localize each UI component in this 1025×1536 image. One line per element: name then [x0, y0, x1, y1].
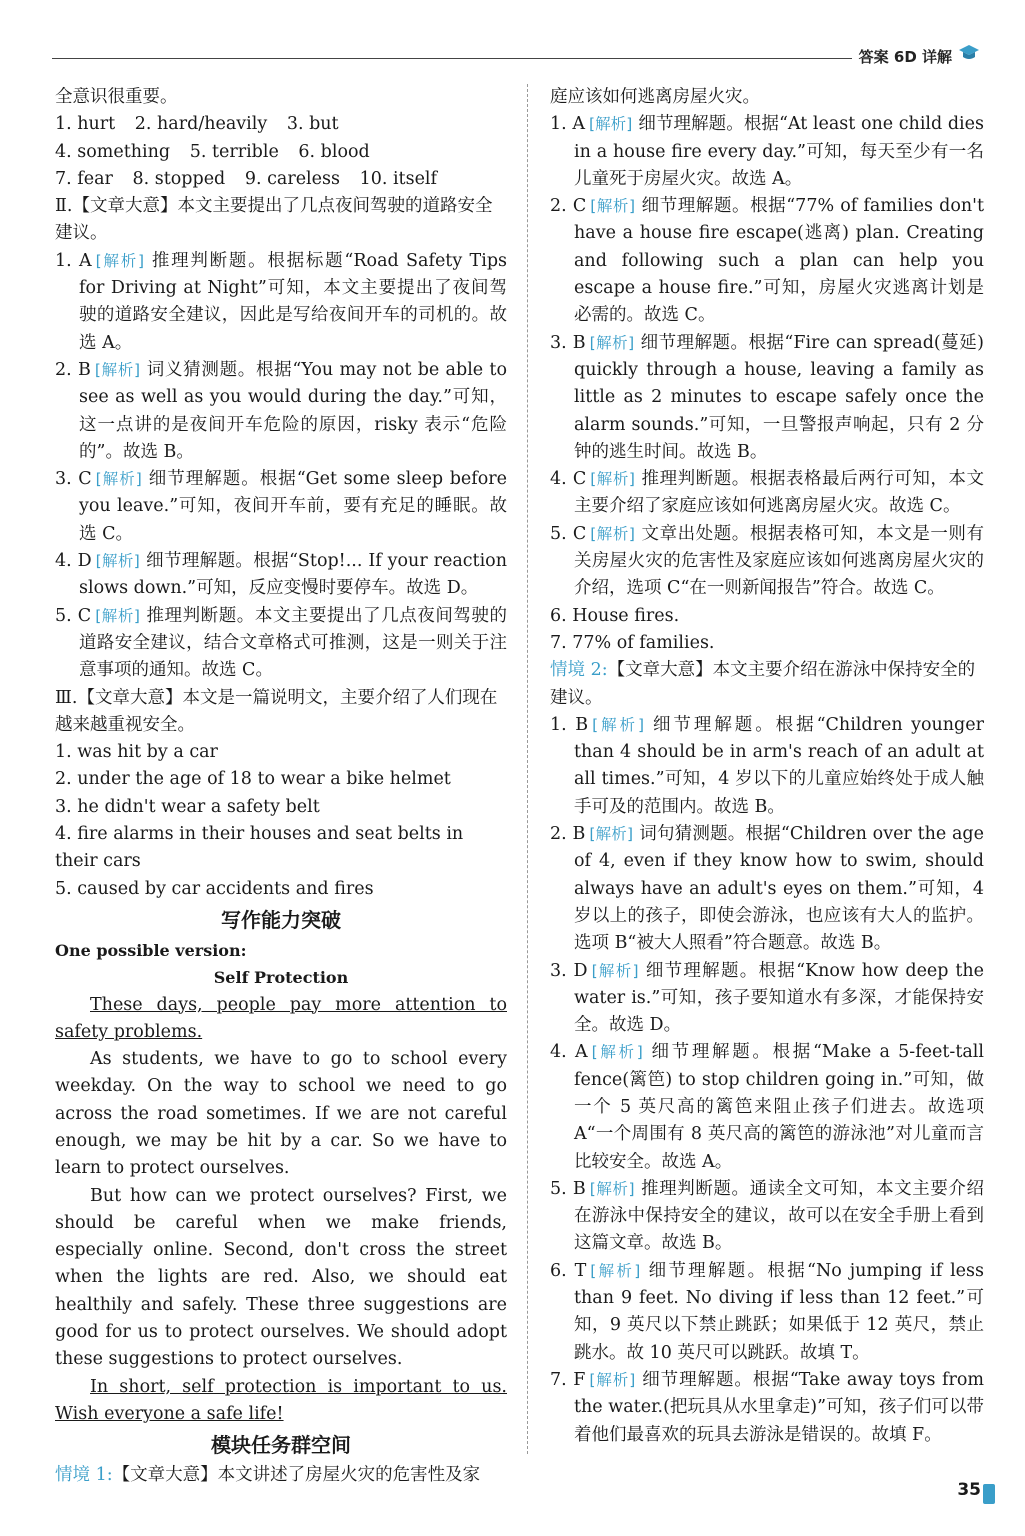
answer-item — [550, 466, 984, 521]
answer-item — [550, 193, 984, 329]
answer-item — [55, 357, 507, 466]
analysis-tag: [解析] — [95, 552, 140, 571]
analysis-tag: [解析] — [589, 825, 634, 844]
answer-text: 细节理解题。根据“77% of families don't have a house fire escape(逃离) plan. Creating and following such a plan can help you escape a house fire.”可知，房屋火灾逃离计划是必需的。故选 C。 — [574, 196, 984, 326]
answer-item — [550, 821, 984, 957]
answer-number: 5. B — [550, 1178, 586, 1199]
answer-text: 推理判断题。本文主要提出了几点夜间驾驶的道路安全建议，结合文章格式可推测，这是一则关于注意事项的通知。故选 C。 — [79, 605, 507, 681]
blank-answer: 7. fear — [55, 168, 113, 189]
analysis-tag: [解析] — [590, 197, 636, 216]
list-item: 2. under the age of 18 to wear a bike helmet — [55, 769, 451, 790]
context-label: 情境 1: — [55, 1465, 113, 1486]
answer-number: 3. C — [55, 469, 92, 490]
short-answer: 7. 77% of families. — [550, 632, 715, 653]
context-text: 【文章大意】本文讲述了房屋火灾的危害性及家 — [112, 1465, 481, 1486]
answer-item — [550, 712, 984, 821]
blank-answer: 6. blood — [298, 141, 370, 162]
answer-number: 1. B — [550, 714, 589, 735]
analysis-tag: [解析] — [592, 715, 645, 734]
answer-text: 细节理解题。根据“Children younger than 4 should be in arm's reach of an adult at all times.”可知，4 岁以下的儿童应始终处于成人触手可及的范围内。故选 B。 — [574, 714, 984, 817]
answer-item — [550, 111, 984, 193]
blank-answer: 3. but — [286, 114, 339, 135]
answer-text: 文章出处题。根据表格可知，本文是一则有关房屋火灾的危害性及家庭应该如何逃离房屋火灾的介绍，选项 C“在一则新闻报告”符合。故选 C。 — [574, 523, 984, 599]
essay-paragraph: In short, self protection is important to us. Wish everyone a safe life! — [55, 1376, 507, 1424]
header-rule — [52, 58, 852, 59]
blank-answer: 10. itself — [359, 168, 437, 189]
analysis-tag: [解析] — [589, 1370, 636, 1389]
short-answer: 6. House fires. — [550, 605, 680, 626]
answer-text: 细节理解题。根据“Make a 5-feet-tall fence(篱笆) to stop children going in.”可知，做一个 5 英尺高的篱笆来阻止孩子们进去。故选项 A“一个周围有 8 英尺高的篱笆的游泳池”对儿童而言比较安全。故选 A。 — [574, 1042, 984, 1172]
blank-answer: 9. careless — [244, 168, 340, 189]
left-column — [55, 84, 507, 1490]
essay-paragraph: These days, people pay more attention to safety problems. — [55, 994, 507, 1042]
answer-item — [55, 548, 507, 603]
answer-text: 细节理解题。根据“Take away toys from the water.(把玩具从水里拿走)”可知，孩子们可以带着他们最喜欢的玩具去游泳是错误的。故填 F。 — [574, 1369, 984, 1445]
context-1-summary — [55, 1462, 507, 1489]
blank-answer: 1. hurt — [55, 114, 116, 135]
blanks-row-2 — [55, 139, 507, 166]
blank-answer: 4. something — [55, 141, 171, 162]
page-number: 35 — [957, 1480, 981, 1500]
answer-item — [55, 466, 507, 548]
context-label: 情境 2: — [550, 660, 608, 681]
analysis-tag: [解析] — [590, 470, 635, 489]
answer-item — [550, 330, 984, 466]
blank-answer: 2. hard/heavily — [134, 114, 268, 135]
answer-number: 4. A — [550, 1042, 588, 1063]
analysis-tag: [解析] — [591, 961, 639, 980]
page-header — [52, 46, 982, 76]
essay-paragraph: As students, we have to go to school every weekday. On the way to school we need to go across the road sometimes. If we are not careful enough, we may be hit by a car. So we have to learn to protect ourselves. — [55, 1049, 507, 1179]
list-item: 5. caused by car accidents and fires — [55, 878, 374, 899]
answer-text: 细节理解题。根据“Get some sleep before you leave.”可知，夜间开车前，要有充足的睡眠。故选 C。 — [79, 469, 507, 544]
page-number-tab — [983, 1484, 995, 1504]
analysis-tag: [解析] — [95, 606, 140, 625]
context-1-tail: 庭应该如何逃离房屋火灾。 — [550, 87, 760, 107]
answer-number: 4. C — [550, 469, 587, 490]
analysis-tag: [解析] — [588, 115, 633, 134]
answer-number: 2. C — [550, 196, 587, 217]
answer-number: 6. T — [550, 1260, 587, 1281]
answer-number: 1. A — [55, 250, 92, 271]
context-2-summary — [550, 657, 984, 712]
answer-number: 3. D — [550, 960, 588, 981]
answer-number: 5. C — [550, 523, 587, 544]
answer-text: 细节理解题。根据“Know how deep the water is.”可知，孩子要知道水有多深，才能保持安全。故选 D。 — [574, 960, 984, 1036]
answer-text: 词句猜测题。根据“Children over the age of 4, even if they know how to swim, should always have an adult's eyes on them.”可知，4 岁以上的孩子，即使会游泳，也应该有大人的监护。选项 B“被大人照看”符合题意。故选 B。 — [574, 824, 984, 954]
analysis-tag: [解析] — [589, 1179, 635, 1198]
essay-title: Self Protection — [213, 968, 349, 988]
answer-item — [550, 958, 984, 1040]
list-item: 1. was hit by a car — [55, 742, 218, 763]
answer-number: 3. B — [550, 332, 586, 353]
answer-text: 词义猜测题。根据“You may not be able to see as well as you would during the day.”可知，这一点讲的是夜间开车危险的原因，risky 表示“危险的”。故选 B。 — [79, 359, 507, 462]
analysis-tag: [解析] — [590, 524, 635, 543]
analysis-tag: [解析] — [589, 333, 635, 352]
answer-text: 推理判断题。根据标题“Road Safety Tips for Driving at Night”可知，本文主要提出了夜间驾驶的道路安全建议，因此是写给夜间开车的司机的。故选 A。 — [79, 250, 508, 353]
graduation-cap-icon — [958, 42, 980, 64]
answer-text: 推理判断题。通读全文可知，本文主要介绍在游泳中保持安全的建议，故可以在安全手册上看到这篇文章。故选 B。 — [574, 1178, 984, 1254]
list-item: 3. he didn't wear a safety belt — [55, 796, 320, 817]
answer-number: 1. A — [550, 114, 585, 135]
answer-item — [550, 1039, 984, 1175]
writing-section-title: 写作能力突破 — [221, 907, 341, 932]
analysis-tag: [解析] — [95, 470, 142, 489]
blank-answer: 8. stopped — [132, 168, 226, 189]
blanks-row-3 — [55, 166, 507, 193]
answer-text: 细节理解题。根据“At least one child dies in a house fire every day.”可知，每天至少有一名儿童死于房屋火灾。故选 A。 — [574, 114, 984, 189]
answer-item — [550, 1367, 984, 1449]
analysis-tag: [解析] — [590, 1261, 641, 1280]
intro-tail: 全意识很重要。 — [55, 87, 178, 107]
section-3-summary: Ⅲ.【文章大意】本文是一篇说明文，主要介绍了人们现在越来越重视安全。 — [55, 687, 498, 735]
answer-text: 细节理解题。根据“Fire can spread(蔓延) quickly through a house, leaving a family as little as 2 minutes to escape safely once the alarm sounds.”可知，一旦警报声响起，只有 2 分钟的逃生时间。故选 B。 — [574, 332, 984, 462]
analysis-tag: [解析] — [591, 1043, 643, 1062]
answer-number: 7. F — [550, 1369, 586, 1390]
list-item: 4. fire alarms in their houses and seat belts in their cars — [55, 824, 464, 872]
essay-paragraph: But how can we protect ourselves? First, we should be careful when we make friends, especially online. Second, don't cross the street when the lights are red. Also, we should eat healthily and safely. These three suggestions are good for us to protect ourselves. We should adopt these suggestions to protect ourselves. — [55, 1185, 507, 1370]
answer-item — [550, 521, 984, 603]
answer-number: 2. B — [550, 824, 586, 845]
blank-answer: 5. terrible — [189, 141, 279, 162]
section-2-summary: Ⅱ.【文章大意】本文主要提出了几点夜间驾驶的道路安全建议。 — [55, 196, 493, 244]
answer-item — [550, 1176, 984, 1258]
answer-number: 5. C — [55, 605, 92, 626]
answer-item — [550, 1258, 984, 1367]
right-column — [550, 84, 984, 1449]
answer-text: 推理判断题。根据表格最后两行可知，本文主要介绍了家庭应该如何逃离房屋火灾。故选 C。 — [574, 469, 984, 517]
answer-item — [55, 603, 507, 685]
answer-text: 细节理解题。根据“Stop!... If your reaction slows down.”可知，反应变慢时要停车。故选 D。 — [79, 551, 507, 599]
answer-text: 细节理解题。根据“No jumping if less than 9 feet. No diving if less than 12 feet.”可知，9 英尺以下禁止跳跃；如果低于 12 英尺，禁止跳水。故 10 英尺可以跳跃。故填 T。 — [574, 1260, 984, 1363]
analysis-tag: [解析] — [94, 360, 141, 379]
version-label: One possible version: — [55, 940, 247, 960]
answer-item — [55, 248, 507, 357]
analysis-tag: [解析] — [95, 251, 145, 270]
column-divider — [527, 84, 528, 1454]
module-section-title: 模块任务群空间 — [211, 1433, 351, 1458]
answer-number: 4. D — [55, 551, 92, 572]
answer-number: 2. B — [55, 359, 91, 380]
blanks-row-1 — [55, 111, 507, 138]
context-text: 【文章大意】本文主要介绍在游泳中保持安全的建议。 — [550, 660, 976, 708]
header-label: 答案 6D 详解 — [858, 48, 952, 66]
